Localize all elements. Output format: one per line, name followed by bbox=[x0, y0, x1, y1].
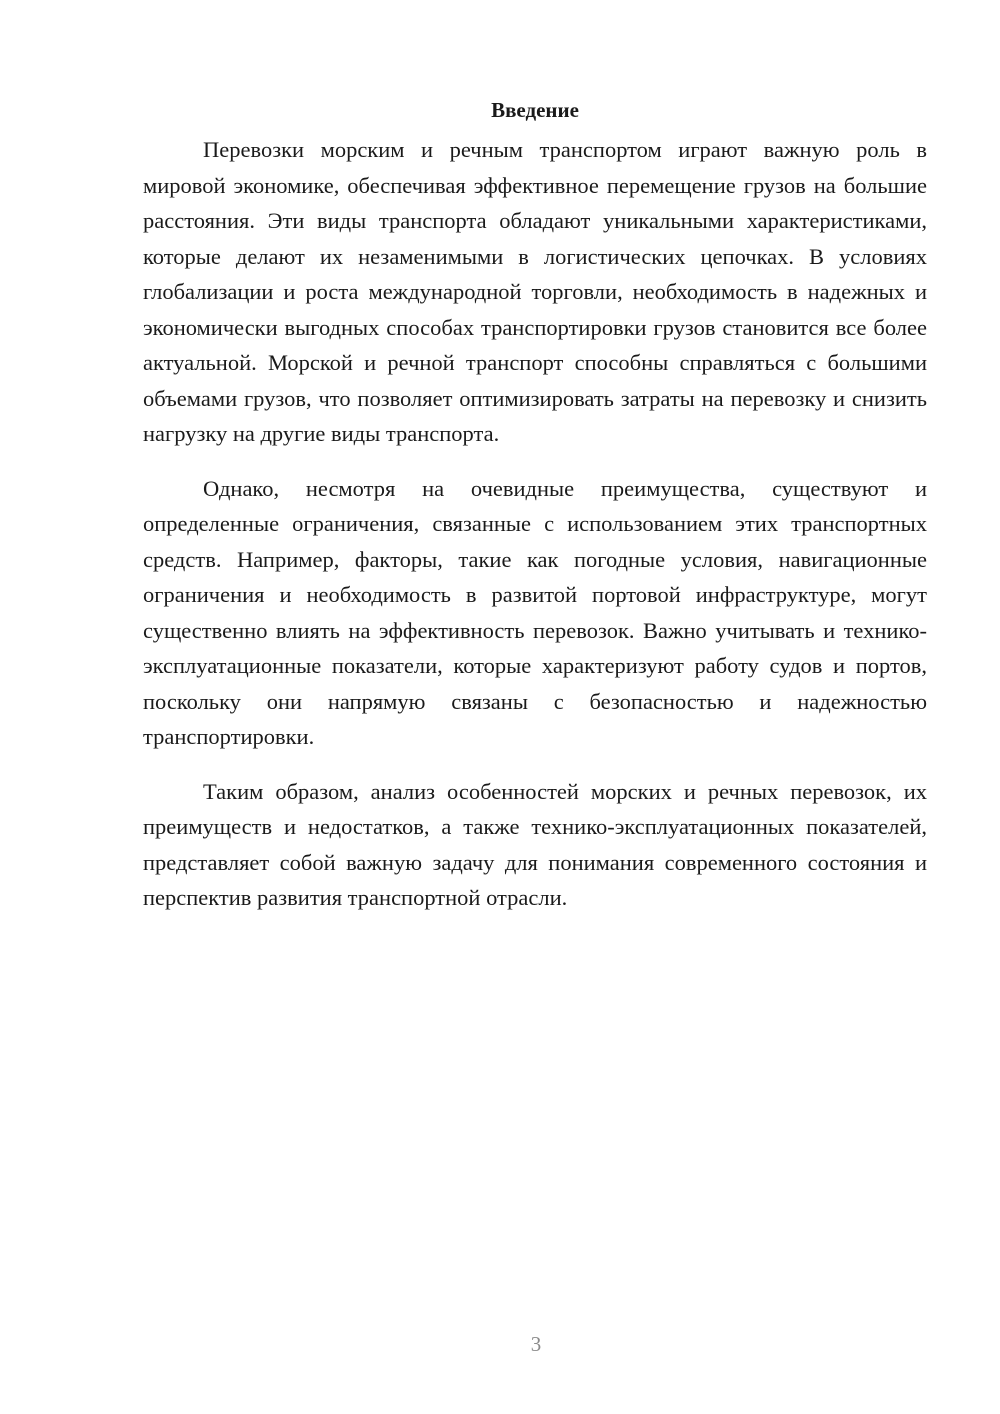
page-content bbox=[143, 92, 927, 916]
paragraph-1: Перевозки морским и речным транспортом играют важную роль в мировой экономике, обеспечивая эффективное перемещение грузов на большие расстояния. Эти виды транспорта обладают уникальными характеристиками, которые делают их незаменимыми в логистических цепочках. В условиях глобализации и роста международной торговли, необходимость в надежных и экономически выгодных способах транспортировки грузов становится все более актуальной. Морской и речной транспорт способны справляться с большими объемами грузов, что позволяет оптимизировать затраты на перевозку и снизить нагрузку на другие виды транспорта. bbox=[143, 137, 927, 446]
paragraph-3: Таким образом, анализ особенностей морских и речных перевозок, их преимуществ и недостатков, а также технико-эксплуатационных показателей, представляет собой важную задачу для понимания современного состояния и перспектив развития транспортной отрасли. bbox=[143, 778, 927, 910]
page-number: 3 bbox=[530, 1332, 542, 1356]
paragraph-2: Однако, несмотря на очевидные преимущества, существуют и определенные ограничения, связанные с использованием этих транспортных средств. Например, факторы, такие как погодные условия, навигационные ограничения и необходимость в развитой портовой инфраструктуре, могут существенно влиять на эффективность перевозок. Важно учитывать и технико-эксплуатационные показатели, которые характеризуют работу судов и портов, поскольку они напрямую связаны с безопасностью и надежностью транспортировки. bbox=[143, 475, 927, 749]
section-heading: Введение bbox=[491, 98, 579, 122]
